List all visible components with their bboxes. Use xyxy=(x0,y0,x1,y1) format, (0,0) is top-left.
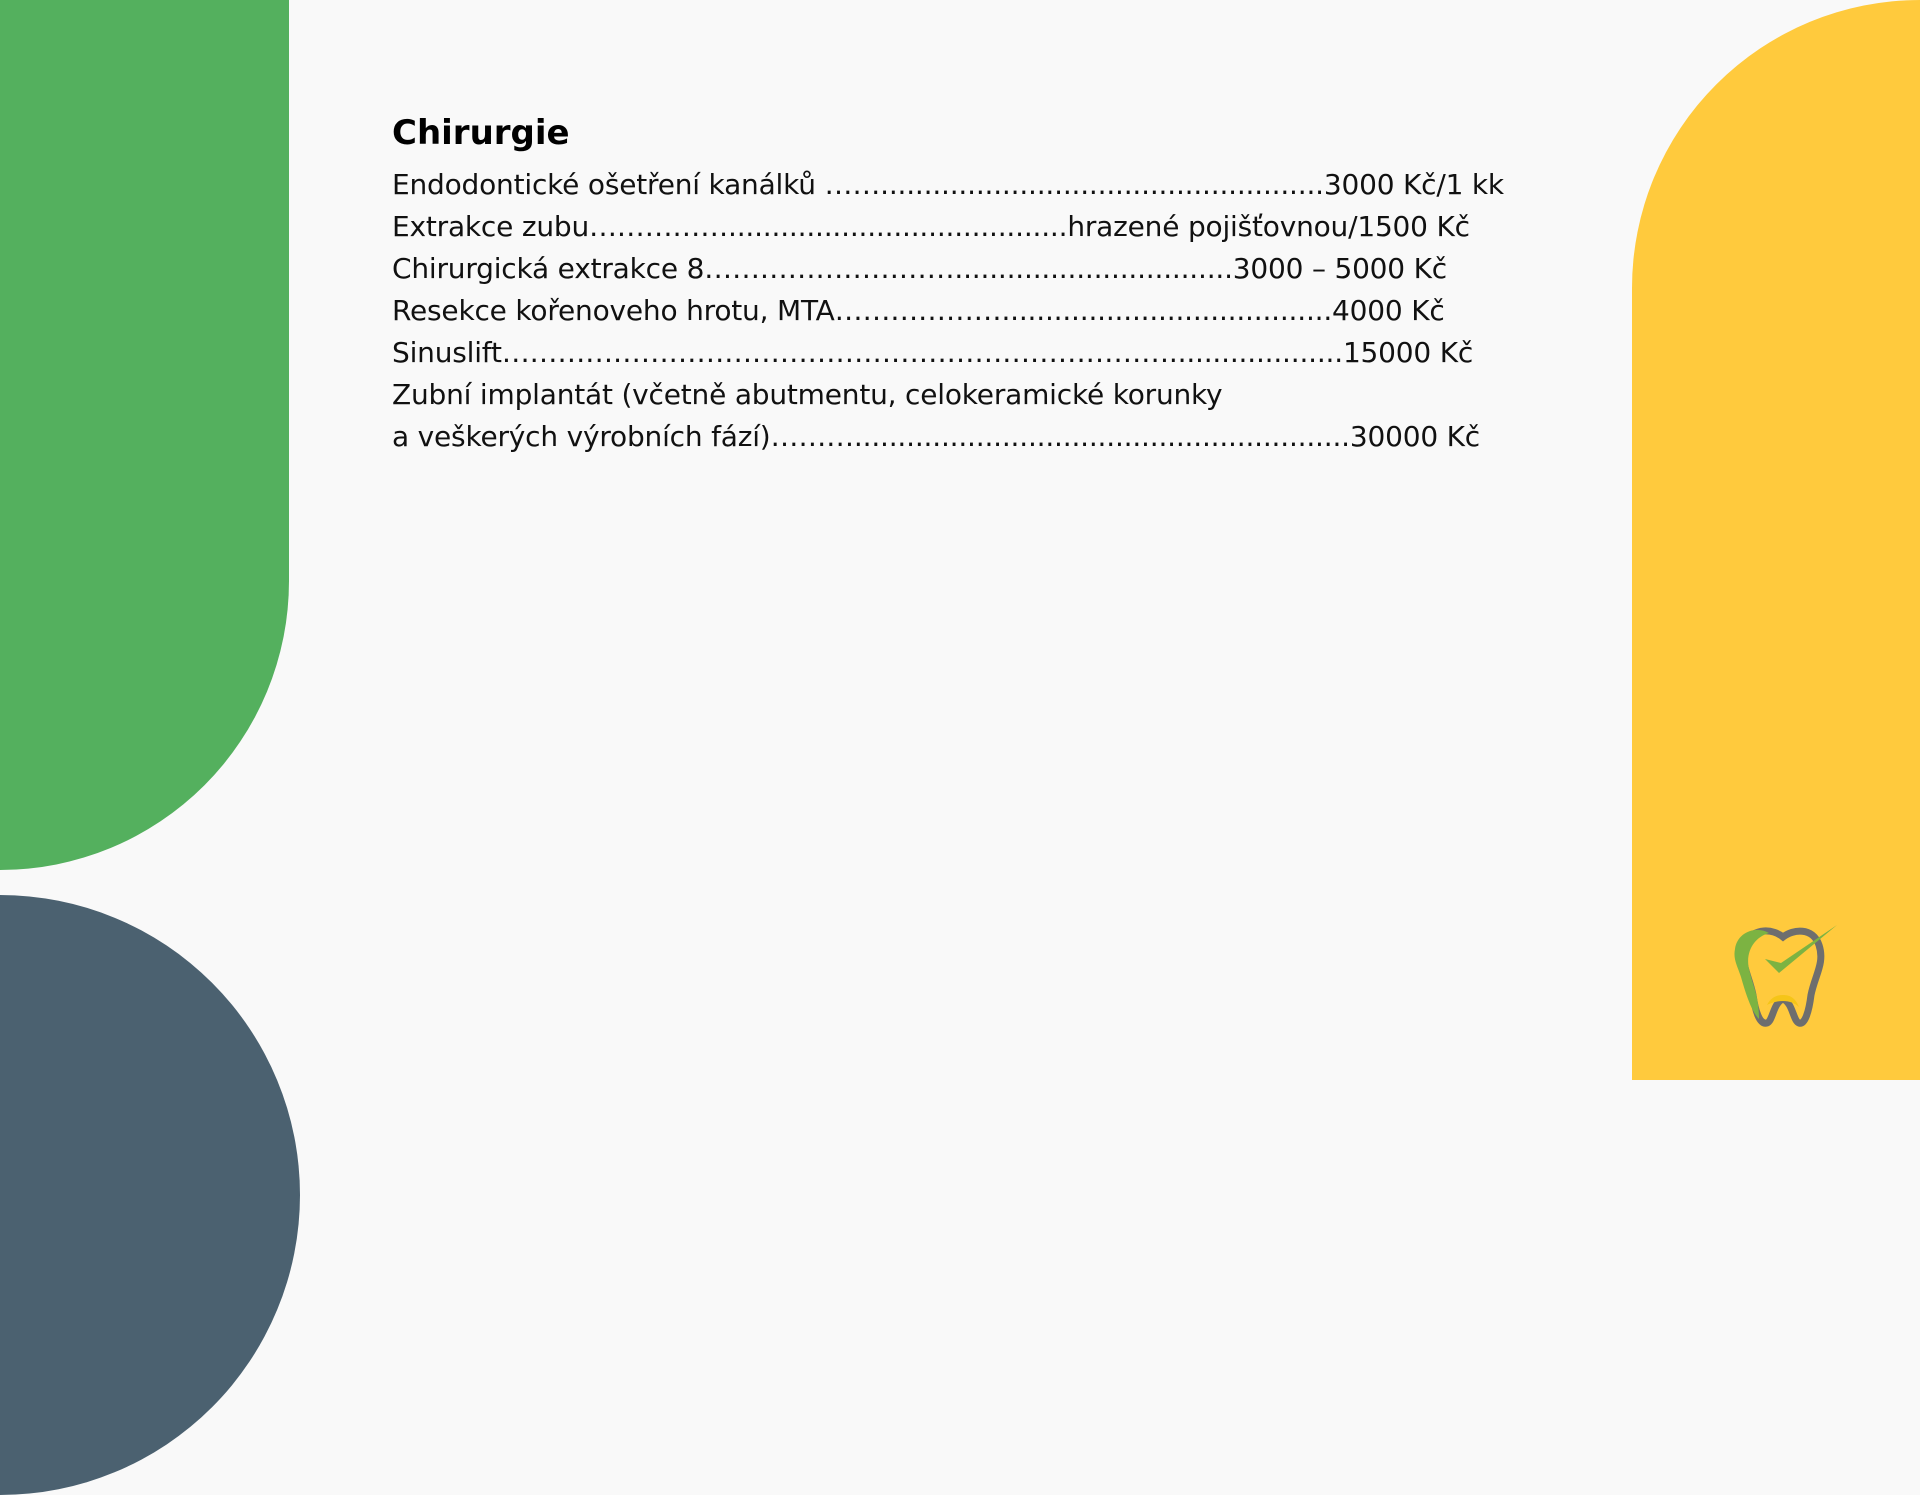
tooth-inner-yellow xyxy=(1767,995,1799,1007)
price-item-implant-line1: Zubní implantát (včetně abutmentu, celokeramické korunky xyxy=(392,378,1223,411)
green-decorative-shape xyxy=(0,0,289,870)
price-item-endodontics: Endodontické ošetření kanálků ……...................................................3000 Kč/1 kk xyxy=(392,168,1504,201)
section-heading: Chirurgie xyxy=(392,113,570,153)
price-item-extraction: Extrakce zubu…………….......................................hrazené pojišťovnou/1500 Kč xyxy=(392,210,1470,243)
price-item-surgical-extraction: Chirurgická extrakce 8………………………................................3000 – 5000 Kč xyxy=(392,252,1447,285)
tooth-outline-green xyxy=(1734,930,1769,1019)
price-item-implant-line2: a veškerých výrobních fází)……….........................................................30000 Kč xyxy=(392,420,1480,453)
tooth-check-icon xyxy=(1715,915,1855,1030)
price-list-section xyxy=(392,108,1512,458)
price-item-root-resection: Resekce kořenoveho hrotu, MTA………………......................................4000 Kč xyxy=(392,294,1445,327)
price-item-sinuslift: Sinuslift………………………………………………………………....................15000 Kč xyxy=(392,336,1474,369)
price-list xyxy=(392,164,1512,458)
slate-decorative-shape xyxy=(0,895,300,1495)
